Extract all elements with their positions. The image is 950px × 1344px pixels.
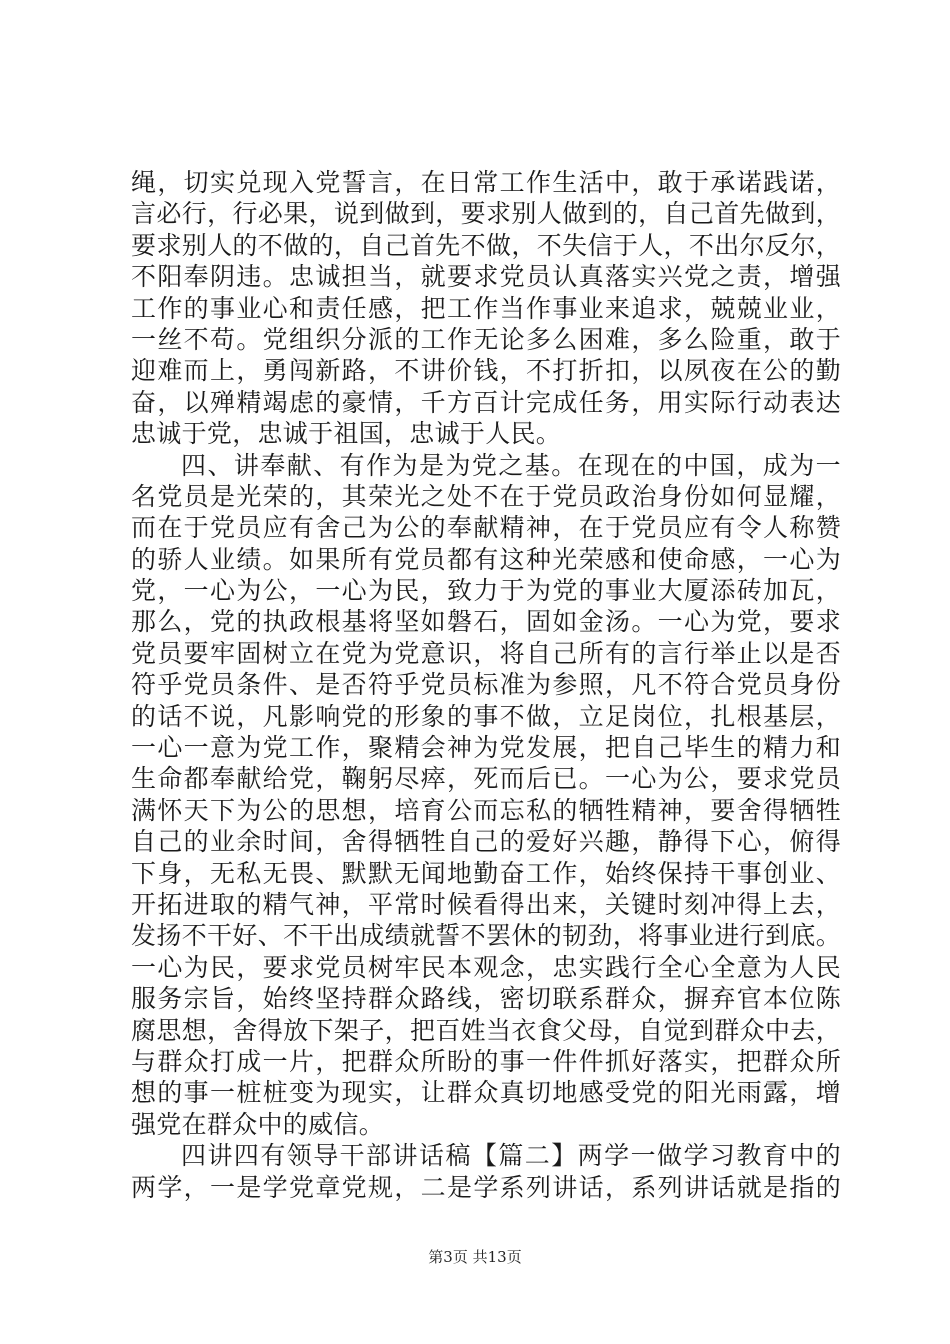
text-line: 开拓进取的精气神，平常时候看得出来，关键时刻冲得上去， [131, 889, 841, 919]
text-line: 一丝不苟。党组织分派的工作无论多么困难，多么险重，敢于 [131, 324, 841, 354]
text-line: 自己的业余时间，舍得牺牲自己的爱好兴趣，静得下心，俯得 [131, 827, 841, 857]
text-line: 党员要牢固树立在党为党意识，将自己所有的言行举止以是否 [131, 638, 841, 668]
text-line: 要求别人的不做的，自己首先不做，不失信于人，不出尔反尔， [131, 230, 841, 260]
text-line: 奋，以殚精竭虑的豪情，千方百计完成任务，用实际行动表达 [131, 387, 841, 417]
text-line: 不阳奉阴违。忠诚担当，就要求党员认真落实兴党之责，增强 [131, 262, 841, 292]
text-line: 服务宗旨，始终坚持群众路线，密切联系群众，摒弃官本位陈 [131, 984, 841, 1014]
text-line: 腐思想，舍得放下架子，把百姓当衣食父母，自觉到群众中去， [131, 1015, 841, 1045]
text-line: 符乎党员条件、是否符乎党员标准为参照，凡不符合党员身份 [131, 670, 841, 700]
text-line: 想的事一桩桩变为现实，让群众真切地感受党的阳光雨露，增 [131, 1078, 841, 1108]
text-line: 发扬不干好、不干出成绩就誓不罢休的韧劲，将事业进行到底。 [131, 921, 841, 951]
text-line: 名党员是光荣的，其荣光之处不在于党员政治身份如何显耀， [131, 481, 841, 511]
text-line: 绳，切实兑现入党誓言，在日常工作生活中，敢于承诺践诺， [131, 168, 841, 197]
text-line: 忠诚于党，忠诚于祖国，忠诚于人民。 [131, 419, 562, 449]
text-line: 生命都奉献给党，鞠躬尽瘁，死而后已。一心为公，要求党员 [131, 764, 841, 794]
text-line: 的话不说，凡影响党的形象的事不做，立足岗位，扎根基层， [131, 701, 841, 731]
text-line: 满怀天下为公的思想，培育公而忘私的牺牲精神，要舍得牺牲 [131, 795, 841, 825]
text-line: 四、讲奉献、有作为是为党之基。在现在的中国，成为一 [181, 450, 841, 480]
text-line: 与群众打成一片，把群众所盼的事一件件抓好落实，把群众所 [131, 1046, 841, 1076]
body-text [131, 167, 841, 1203]
text-line: 两学，一是学党章党规，二是学系列讲话，系列讲话就是指的 [131, 1172, 841, 1202]
text-line: 的骄人业绩。如果所有党员都有这种光荣感和使命感，一心为 [131, 544, 841, 574]
text-line: 下身，无私无畏、默默无闻地勤奋工作，始终保持干事创业、 [131, 858, 841, 888]
text-line: 四讲四有领导干部讲话稿【篇二】两学一做学习教育中的 [181, 1141, 841, 1171]
text-line: 一心一意为党工作，聚精会神为党发展，把自己毕生的精力和 [131, 733, 841, 763]
text-line: 党，一心为公，一心为民，致力于为党的事业大厦添砖加瓦， [131, 576, 841, 606]
text-line: 工作的事业心和责任感，把工作当作事业来追求，兢兢业业， [131, 293, 841, 323]
text-line: 一心为民，要求党员树牢民本观念，忠实践行全心全意为人民 [131, 952, 841, 982]
text-line: 强党在群众中的威信。 [131, 1109, 385, 1139]
text-line: 迎难而上，勇闯新路，不讲价钱，不打折扣，以夙夜在公的勤 [131, 356, 841, 386]
page-footer: 第3页 共13页 [428, 1248, 522, 1266]
text-line: 那么，党的执政根基将坚如磐石，固如金汤。一心为党，要求 [131, 607, 841, 637]
text-line: 而在于党员应有舍己为公的奉献精神，在于党员应有令人称赞 [131, 513, 841, 543]
text-line: 言必行，行必果，说到做到，要求别人做到的，自己首先做到， [131, 199, 841, 229]
